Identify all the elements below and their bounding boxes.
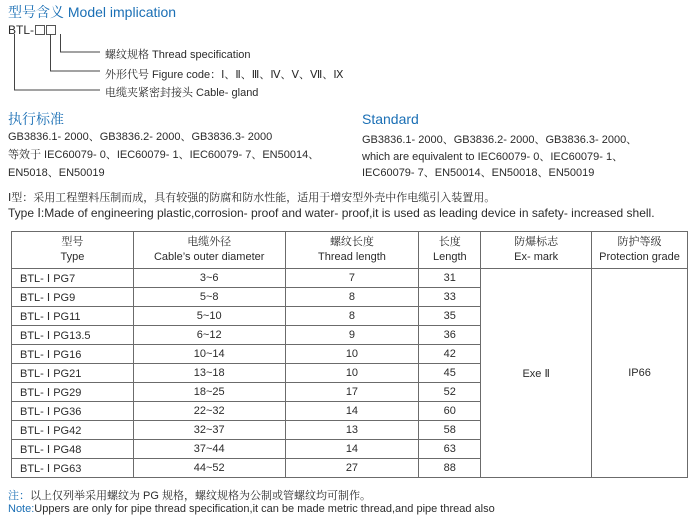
cell-type: BTL- Ⅰ PG36 — [12, 402, 134, 421]
cell-thread-length: 14 — [285, 440, 419, 459]
cell-length: 88 — [419, 459, 481, 478]
note-cn-text: 以上仅列举采用螺纹为 PG 规格，螺纹规格为公制或管螺纹均可制作。 — [30, 490, 372, 502]
cell-type: BTL- Ⅰ PG29 — [12, 383, 134, 402]
cell-length: 35 — [419, 307, 481, 326]
cable-gland-label: 电缆夹紧密封接头 Cable- gland — [105, 87, 259, 99]
cell-diameter: 32~37 — [133, 421, 285, 440]
cell-type: BTL- Ⅰ PG42 — [12, 421, 134, 440]
cell-thread-length: 7 — [285, 269, 419, 288]
cell-diameter: 18~25 — [133, 383, 285, 402]
cell-thread-length: 27 — [285, 459, 419, 478]
cell-length: 36 — [419, 326, 481, 345]
header-thread-length: 螺纹长度 Thread length — [285, 232, 419, 269]
table-row — [12, 269, 688, 288]
cell-length: 45 — [419, 364, 481, 383]
header-ex-mark: 防爆标志 Ex- mark — [481, 232, 592, 269]
cell-length: 58 — [419, 421, 481, 440]
cell-type: BTL- Ⅰ PG21 — [12, 364, 134, 383]
cell-thread-length: 14 — [285, 402, 419, 421]
standard-cn-line: 等效于 IEC60079- 0、IEC60079- 1、IEC60079- 7、EN50014、 — [8, 149, 320, 161]
thread-spec-label: 螺纹规格 Thread specification — [105, 49, 251, 61]
cell-length: 60 — [419, 402, 481, 421]
header-diameter: 电缆外径 Cable’s outer diameter — [133, 232, 285, 269]
model-code-tree-lines — [0, 0, 120, 100]
cell-length: 52 — [419, 383, 481, 402]
cell-thread-length: 17 — [285, 383, 419, 402]
header-length: 长度 Length — [419, 232, 481, 269]
type-description-en: Type Ⅰ:Made of engineering plastic,corrosion- proof and water- proof,it is used as leading device in safety- increased shell. — [8, 206, 655, 220]
cell-type: BTL- Ⅰ PG16 — [12, 345, 134, 364]
cell-diameter: 22~32 — [133, 402, 285, 421]
cell-type: BTL- Ⅰ PG13.5 — [12, 326, 134, 345]
standard-en-line: IEC60079- 7、EN50014、EN50018、EN50019 — [362, 167, 595, 179]
cell-thread-length: 13 — [285, 421, 419, 440]
standard-cn-line: EN5018、EN50019 — [8, 167, 105, 179]
table-header-row — [12, 232, 688, 269]
cell-thread-length: 8 — [285, 288, 419, 307]
figure-code-label: 外形代号 Figure code：Ⅰ、Ⅱ、Ⅲ、Ⅳ、Ⅴ、Ⅶ、Ⅸ — [105, 69, 344, 81]
cell-thread-length: 9 — [285, 326, 419, 345]
cell-type: BTL- Ⅰ PG63 — [12, 459, 134, 478]
cell-diameter: 44~52 — [133, 459, 285, 478]
standard-en-line: GB3836.1- 2000、GB3836.2- 2000、GB3836.3- 2000、 — [362, 134, 638, 146]
cell-diameter: 5~10 — [133, 307, 285, 326]
cell-length: 31 — [419, 269, 481, 288]
cell-diameter: 5~8 — [133, 288, 285, 307]
standard-en-line: which are equivalent to IEC60079- 0、IEC60079- 1、 — [362, 151, 624, 163]
cell-diameter: 37~44 — [133, 440, 285, 459]
model-code-prefix: BTL- — [8, 23, 35, 37]
cell-diameter: 3~6 — [133, 269, 285, 288]
cell-diameter: 10~14 — [133, 345, 285, 364]
cell-diameter: 13~18 — [133, 364, 285, 383]
note-cn-label: 注： — [8, 490, 30, 502]
cell-type: BTL- Ⅰ PG11 — [12, 307, 134, 326]
cell-diameter: 6~12 — [133, 326, 285, 345]
cell-protection: IP66 — [592, 269, 688, 478]
type-description-cn: Ⅰ型：采用工程塑料压制而成，具有较强的防腐和防水性能，适用于增安型外壳中作电缆引入装置用。 — [8, 192, 496, 204]
cell-type: BTL- Ⅰ PG7 — [12, 269, 134, 288]
note-en-label: Note: — [8, 503, 35, 515]
note-en-text: Uppers are only for pipe thread specification,it can be made metric thread,and pipe thread also — [34, 503, 495, 515]
note-en — [8, 503, 495, 515]
note-cn — [8, 487, 371, 503]
standard-en-heading: Standard — [362, 111, 419, 127]
cell-length: 33 — [419, 288, 481, 307]
cell-length: 63 — [419, 440, 481, 459]
header-type: 型号 Type — [12, 232, 134, 269]
standard-cn-heading: 执行标准 — [8, 111, 64, 127]
cell-thread-length: 8 — [285, 307, 419, 326]
cell-thread-length: 10 — [285, 364, 419, 383]
cell-length: 42 — [419, 345, 481, 364]
cell-type: BTL- Ⅰ PG9 — [12, 288, 134, 307]
cell-thread-length: 10 — [285, 345, 419, 364]
header-protection: 防护等级 Protection grade — [592, 232, 688, 269]
cell-ex-mark: Exe Ⅱ — [481, 269, 592, 478]
standard-cn-line: GB3836.1- 2000、GB3836.2- 2000、GB3836.3- 2000 — [8, 131, 273, 143]
spec-table — [11, 231, 688, 478]
cell-type: BTL- Ⅰ PG48 — [12, 440, 134, 459]
model-heading: 型号含义 Model implication — [8, 4, 177, 20]
